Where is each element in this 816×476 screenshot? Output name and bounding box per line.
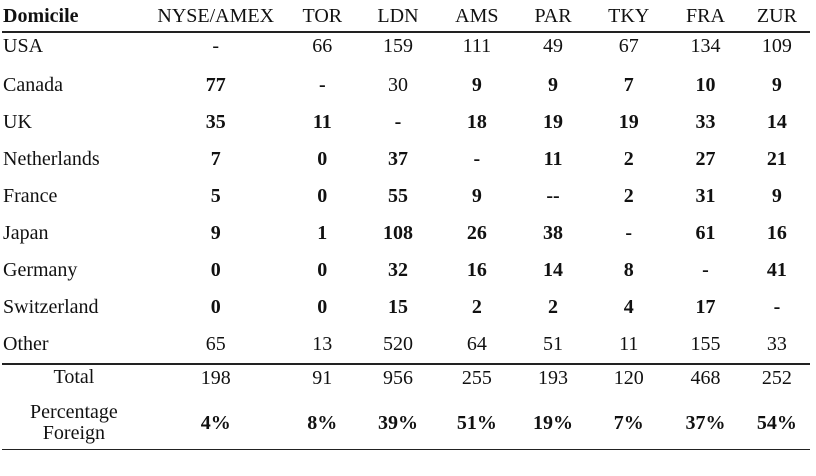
percentage-row xyxy=(2,397,810,450)
header-tor: TOR xyxy=(302,5,343,27)
total-cell: 252 xyxy=(761,367,792,389)
table-cell: 7 xyxy=(210,148,221,170)
header-fra: FRA xyxy=(686,5,725,27)
table-cell: 65 xyxy=(205,333,226,355)
table-cell: 16 xyxy=(466,259,487,281)
table-cell: 520 xyxy=(382,333,413,355)
table-cell: 5 xyxy=(210,185,221,207)
table-cell: 13 xyxy=(312,333,333,355)
total-cell: 91 xyxy=(312,367,333,389)
table-row xyxy=(2,141,810,178)
table-cell: 4 xyxy=(623,296,634,318)
table-cell: - xyxy=(473,148,481,170)
table-cell: 37 xyxy=(387,148,408,170)
table-cell: 35 xyxy=(205,111,226,133)
header-ams: AMS xyxy=(455,5,499,27)
table-cell: - xyxy=(773,296,781,318)
table-cell: 33 xyxy=(766,333,787,355)
table-cell: 38 xyxy=(543,222,564,244)
table-cell: 55 xyxy=(387,185,408,207)
table-cell: 0 xyxy=(317,148,328,170)
table-cell: - xyxy=(318,74,326,96)
listings-table xyxy=(2,5,810,450)
table-cell: 27 xyxy=(695,148,716,170)
table-cell: 2 xyxy=(548,296,559,318)
total-row xyxy=(2,364,810,397)
table-cell: 9 xyxy=(548,74,559,96)
table-cell: - xyxy=(625,222,633,244)
header-row xyxy=(2,5,810,32)
row-label: France xyxy=(3,185,58,207)
table-cell: 30 xyxy=(387,74,408,96)
table-cell: 77 xyxy=(205,74,226,96)
table-cell: - xyxy=(394,111,402,133)
table-cell: - xyxy=(212,35,220,57)
table-cell: 19 xyxy=(543,111,564,133)
total-cell: 198 xyxy=(200,367,231,389)
table-cell: 19 xyxy=(618,111,639,133)
table-row xyxy=(2,289,810,326)
table-cell: 7 xyxy=(623,74,634,96)
table-cell: 18 xyxy=(466,111,487,133)
total-cell: 193 xyxy=(538,367,569,389)
table-cell: 26 xyxy=(466,222,487,244)
percentage-cell: 54% xyxy=(756,411,797,434)
percentage-cell: 39% xyxy=(377,411,418,434)
table-cell: - xyxy=(702,259,709,281)
table-cell: 51 xyxy=(543,333,564,355)
table-cell: 9 xyxy=(210,222,221,244)
table-row xyxy=(2,32,810,67)
table-cell: 159 xyxy=(382,35,413,57)
table-cell: 111 xyxy=(462,35,492,57)
percentage-cell: 4% xyxy=(200,411,231,434)
table-row xyxy=(2,104,810,141)
percentage-cell: 37% xyxy=(685,411,726,434)
row-label: Switzerland xyxy=(3,296,99,318)
table-row xyxy=(2,215,810,252)
table-cell: 0 xyxy=(210,259,221,281)
table-cell: 109 xyxy=(761,35,792,57)
table-cell: 11 xyxy=(619,333,639,355)
row-label: Netherlands xyxy=(3,148,100,170)
table-cell: 2 xyxy=(623,185,634,207)
table-cell: 11 xyxy=(543,148,563,170)
header-ldn: LDN xyxy=(377,5,419,27)
table-cell: 11 xyxy=(312,111,332,133)
row-label: Germany xyxy=(3,259,78,281)
table-cell: 2 xyxy=(623,148,634,170)
percentage-cell: 19% xyxy=(533,411,574,434)
table-cell: 9 xyxy=(471,74,482,96)
total-cell: 255 xyxy=(461,367,492,389)
table-cell: 61 xyxy=(695,222,716,244)
table-cell: 16 xyxy=(766,222,787,244)
table-cell: 21 xyxy=(766,148,787,170)
header-par: PAR xyxy=(534,5,572,27)
header-domicile: Domicile xyxy=(3,5,79,27)
table-cell: 32 xyxy=(387,259,408,281)
total-cell: 120 xyxy=(613,367,644,389)
table-cell: 10 xyxy=(695,74,716,96)
table-cell: 9 xyxy=(771,74,782,96)
table-cell: 64 xyxy=(466,333,487,355)
row-label: Canada xyxy=(3,74,63,96)
table-cell: 14 xyxy=(766,111,787,133)
table-cell: 2 xyxy=(471,296,482,318)
table-cell: 67 xyxy=(618,35,639,57)
row-label: USA xyxy=(3,35,44,57)
header-nyse-amex: NYSE/AMEX xyxy=(157,5,275,27)
table-cell: 8 xyxy=(623,259,634,281)
header-tky: TKY xyxy=(608,5,650,27)
table-cell: 41 xyxy=(766,259,787,281)
table-cell: 14 xyxy=(543,259,564,281)
row-label: Japan xyxy=(3,222,49,244)
table-cell: 9 xyxy=(471,185,482,207)
table-cell: 0 xyxy=(317,259,328,281)
percentage-label: Percentage Foreign xyxy=(30,401,118,444)
table-cell: 108 xyxy=(382,222,413,244)
table-cell: 155 xyxy=(690,333,721,355)
total-label: Total xyxy=(53,366,95,388)
table-cell: 0 xyxy=(317,296,328,318)
table-row xyxy=(2,67,810,104)
table-row xyxy=(2,252,810,289)
percentage-cell: 7% xyxy=(613,411,644,434)
table-row xyxy=(2,326,810,364)
table-cell: 49 xyxy=(543,35,564,57)
table-cell: 1 xyxy=(317,222,328,244)
table-cell: 9 xyxy=(771,185,782,207)
table-cell: 17 xyxy=(695,296,716,318)
table-cell: 134 xyxy=(690,35,721,57)
table-cell: 0 xyxy=(210,296,221,318)
table-cell: 31 xyxy=(695,185,716,207)
table-cell: 66 xyxy=(312,35,333,57)
total-cell: 468 xyxy=(690,367,721,389)
table-row xyxy=(2,178,810,215)
table-cell: -- xyxy=(546,185,560,207)
percentage-cell: 8% xyxy=(307,411,338,434)
table-cell: 15 xyxy=(387,296,408,318)
total-cell: 956 xyxy=(382,367,413,389)
row-label: Other xyxy=(3,333,49,355)
table-cell: 33 xyxy=(695,111,716,133)
table-cell: 0 xyxy=(317,185,328,207)
percentage-cell: 51% xyxy=(456,411,497,434)
row-label: UK xyxy=(3,111,32,133)
header-zur: ZUR xyxy=(756,5,797,27)
